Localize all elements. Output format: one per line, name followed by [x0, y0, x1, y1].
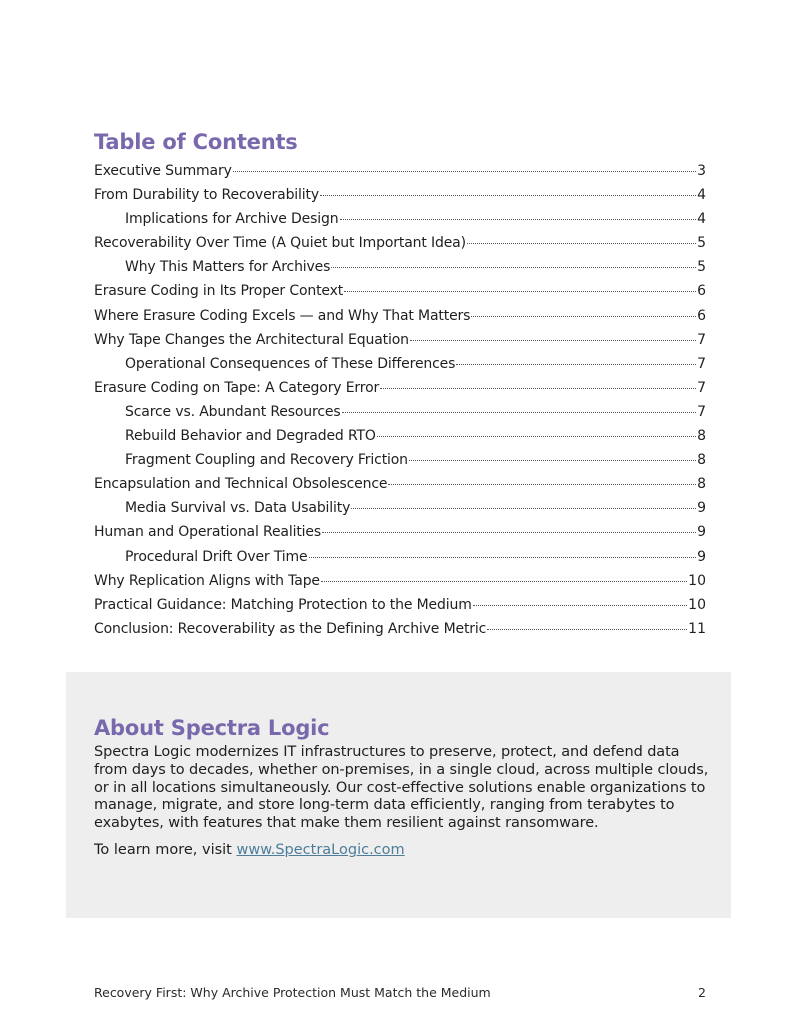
toc-entry-page: 10	[688, 572, 706, 589]
toc-dot-leader	[351, 507, 696, 509]
about-link-prefix: To learn more, visit	[94, 841, 237, 858]
footer-document-title: Recovery First: Why Archive Protection Must Match the Medium	[94, 985, 491, 1000]
toc-entry-label: Why Tape Changes the Architectural Equation	[94, 331, 409, 348]
toc-entry-label: Human and Operational Realities	[94, 524, 322, 541]
toc-entry-page: 7	[697, 331, 706, 348]
toc-entry-label: Rebuild Behavior and Degraded RTO	[125, 428, 376, 445]
toc-entry-label: From Durability to Recoverability	[94, 187, 319, 204]
toc-entry[interactable]	[94, 569, 706, 593]
footer-page-number: 2	[698, 985, 706, 1000]
toc-dot-leader	[377, 435, 696, 437]
toc-dot-leader	[473, 604, 687, 606]
toc-entry-page: 10	[688, 596, 706, 613]
toc-entry-page: 9	[697, 524, 706, 541]
toc-entry-label: Operational Consequences of These Differences	[125, 355, 456, 372]
toc-entry[interactable]	[94, 352, 706, 376]
toc-entry[interactable]	[94, 231, 706, 255]
toc-entry[interactable]	[94, 183, 706, 207]
table-of-contents	[94, 128, 706, 641]
toc-entry[interactable]	[94, 376, 706, 400]
toc-entry[interactable]	[94, 255, 706, 279]
toc-entry[interactable]	[94, 304, 706, 328]
toc-entry-page: 8	[697, 428, 706, 445]
toc-entry-page: 7	[697, 379, 706, 396]
toc-entry-page: 6	[697, 307, 706, 324]
toc-entry[interactable]	[94, 472, 706, 496]
about-title: About Spectra Logic	[94, 716, 330, 740]
toc-entry-page: 6	[697, 283, 706, 300]
spectralogic-link[interactable]: www.SpectraLogic.com	[236, 841, 405, 858]
toc-entry-page: 8	[697, 452, 706, 469]
toc-entry-label: Implications for Archive Design	[125, 211, 339, 228]
toc-entry[interactable]	[94, 400, 706, 424]
toc-entry[interactable]	[94, 593, 706, 617]
toc-entry[interactable]	[94, 207, 706, 231]
toc-entry[interactable]	[94, 617, 706, 641]
toc-dot-leader	[320, 194, 696, 196]
about-section	[66, 672, 731, 918]
toc-entry-page: 4	[697, 211, 706, 228]
about-content	[94, 714, 710, 859]
toc-entry-label: Scarce vs. Abundant Resources	[125, 403, 341, 420]
toc-dot-leader	[344, 290, 696, 292]
toc-entry-page: 4	[697, 187, 706, 204]
toc-entry[interactable]	[94, 496, 706, 520]
toc-dot-leader	[322, 531, 696, 533]
toc-dot-leader	[233, 170, 696, 172]
toc-dot-leader	[331, 266, 696, 268]
toc-entry-page: 3	[697, 163, 706, 179]
toc-dot-leader	[309, 556, 697, 558]
toc-dot-leader	[321, 580, 687, 582]
toc-list	[94, 159, 706, 641]
toc-entry[interactable]	[94, 424, 706, 448]
toc-entry-label: Erasure Coding in Its Proper Context	[94, 283, 344, 300]
toc-entry-label: Why This Matters for Archives	[125, 259, 331, 276]
toc-entry-label: Erasure Coding on Tape: A Category Error	[94, 379, 380, 396]
toc-entry[interactable]	[94, 328, 706, 352]
toc-title: Table of Contents	[94, 130, 298, 154]
toc-dot-leader	[342, 411, 697, 413]
toc-dot-leader	[388, 483, 696, 485]
toc-entry-label: Recoverability Over Time (A Quiet but Important Idea)	[94, 235, 466, 252]
toc-entry-label: Fragment Coupling and Recovery Friction	[125, 452, 408, 469]
page-footer	[94, 985, 706, 1000]
toc-entry[interactable]	[94, 159, 706, 183]
toc-entry-label: Media Survival vs. Data Usability	[125, 500, 351, 517]
toc-entry[interactable]	[94, 545, 706, 569]
toc-entry-page: 9	[697, 548, 706, 565]
toc-entry-page: 7	[697, 403, 706, 420]
toc-entry-label: Practical Guidance: Matching Protection to the Medium	[94, 596, 472, 613]
toc-dot-leader	[456, 363, 696, 365]
about-body: Spectra Logic modernizes IT infrastructures to preserve, protect, and defend data from days to decades, whether on-premises, in a single cloud, across multiple clouds, or in all locations simultaneously. Our cost-effective solutions enable organizations to manage, migrate, and store long-term data efficiently, ranging from terabytes to exabytes, with features that make them resilient against ransomware.	[94, 744, 709, 832]
toc-dot-leader	[471, 315, 696, 317]
toc-entry-label: Where Erasure Coding Excels — and Why That Matters	[94, 307, 471, 324]
toc-entry-page: 7	[697, 355, 706, 372]
toc-entry[interactable]	[94, 520, 706, 544]
toc-dot-leader	[467, 242, 696, 244]
toc-dot-leader	[380, 387, 696, 389]
toc-entry-label: Conclusion: Recoverability as the Defining Archive Metric	[94, 620, 487, 637]
toc-entry[interactable]	[94, 279, 706, 303]
toc-entry-label: Procedural Drift Over Time	[125, 548, 308, 565]
toc-dot-leader	[487, 628, 687, 630]
toc-entry-page: 5	[697, 259, 706, 276]
about-link-line	[94, 841, 710, 859]
toc-entry-label: Why Replication Aligns with Tape	[94, 572, 320, 589]
toc-entry-page: 11	[688, 620, 706, 637]
toc-entry-page: 8	[697, 476, 706, 493]
toc-dot-leader	[340, 218, 697, 220]
toc-entry-label: Encapsulation and Technical Obsolescence	[94, 476, 388, 493]
toc-dot-leader	[410, 339, 696, 341]
toc-entry-label: Executive Summary	[94, 163, 232, 179]
toc-entry[interactable]	[94, 448, 706, 472]
toc-entry-page: 5	[697, 235, 706, 252]
toc-dot-leader	[409, 459, 696, 461]
toc-entry-page: 9	[697, 500, 706, 517]
